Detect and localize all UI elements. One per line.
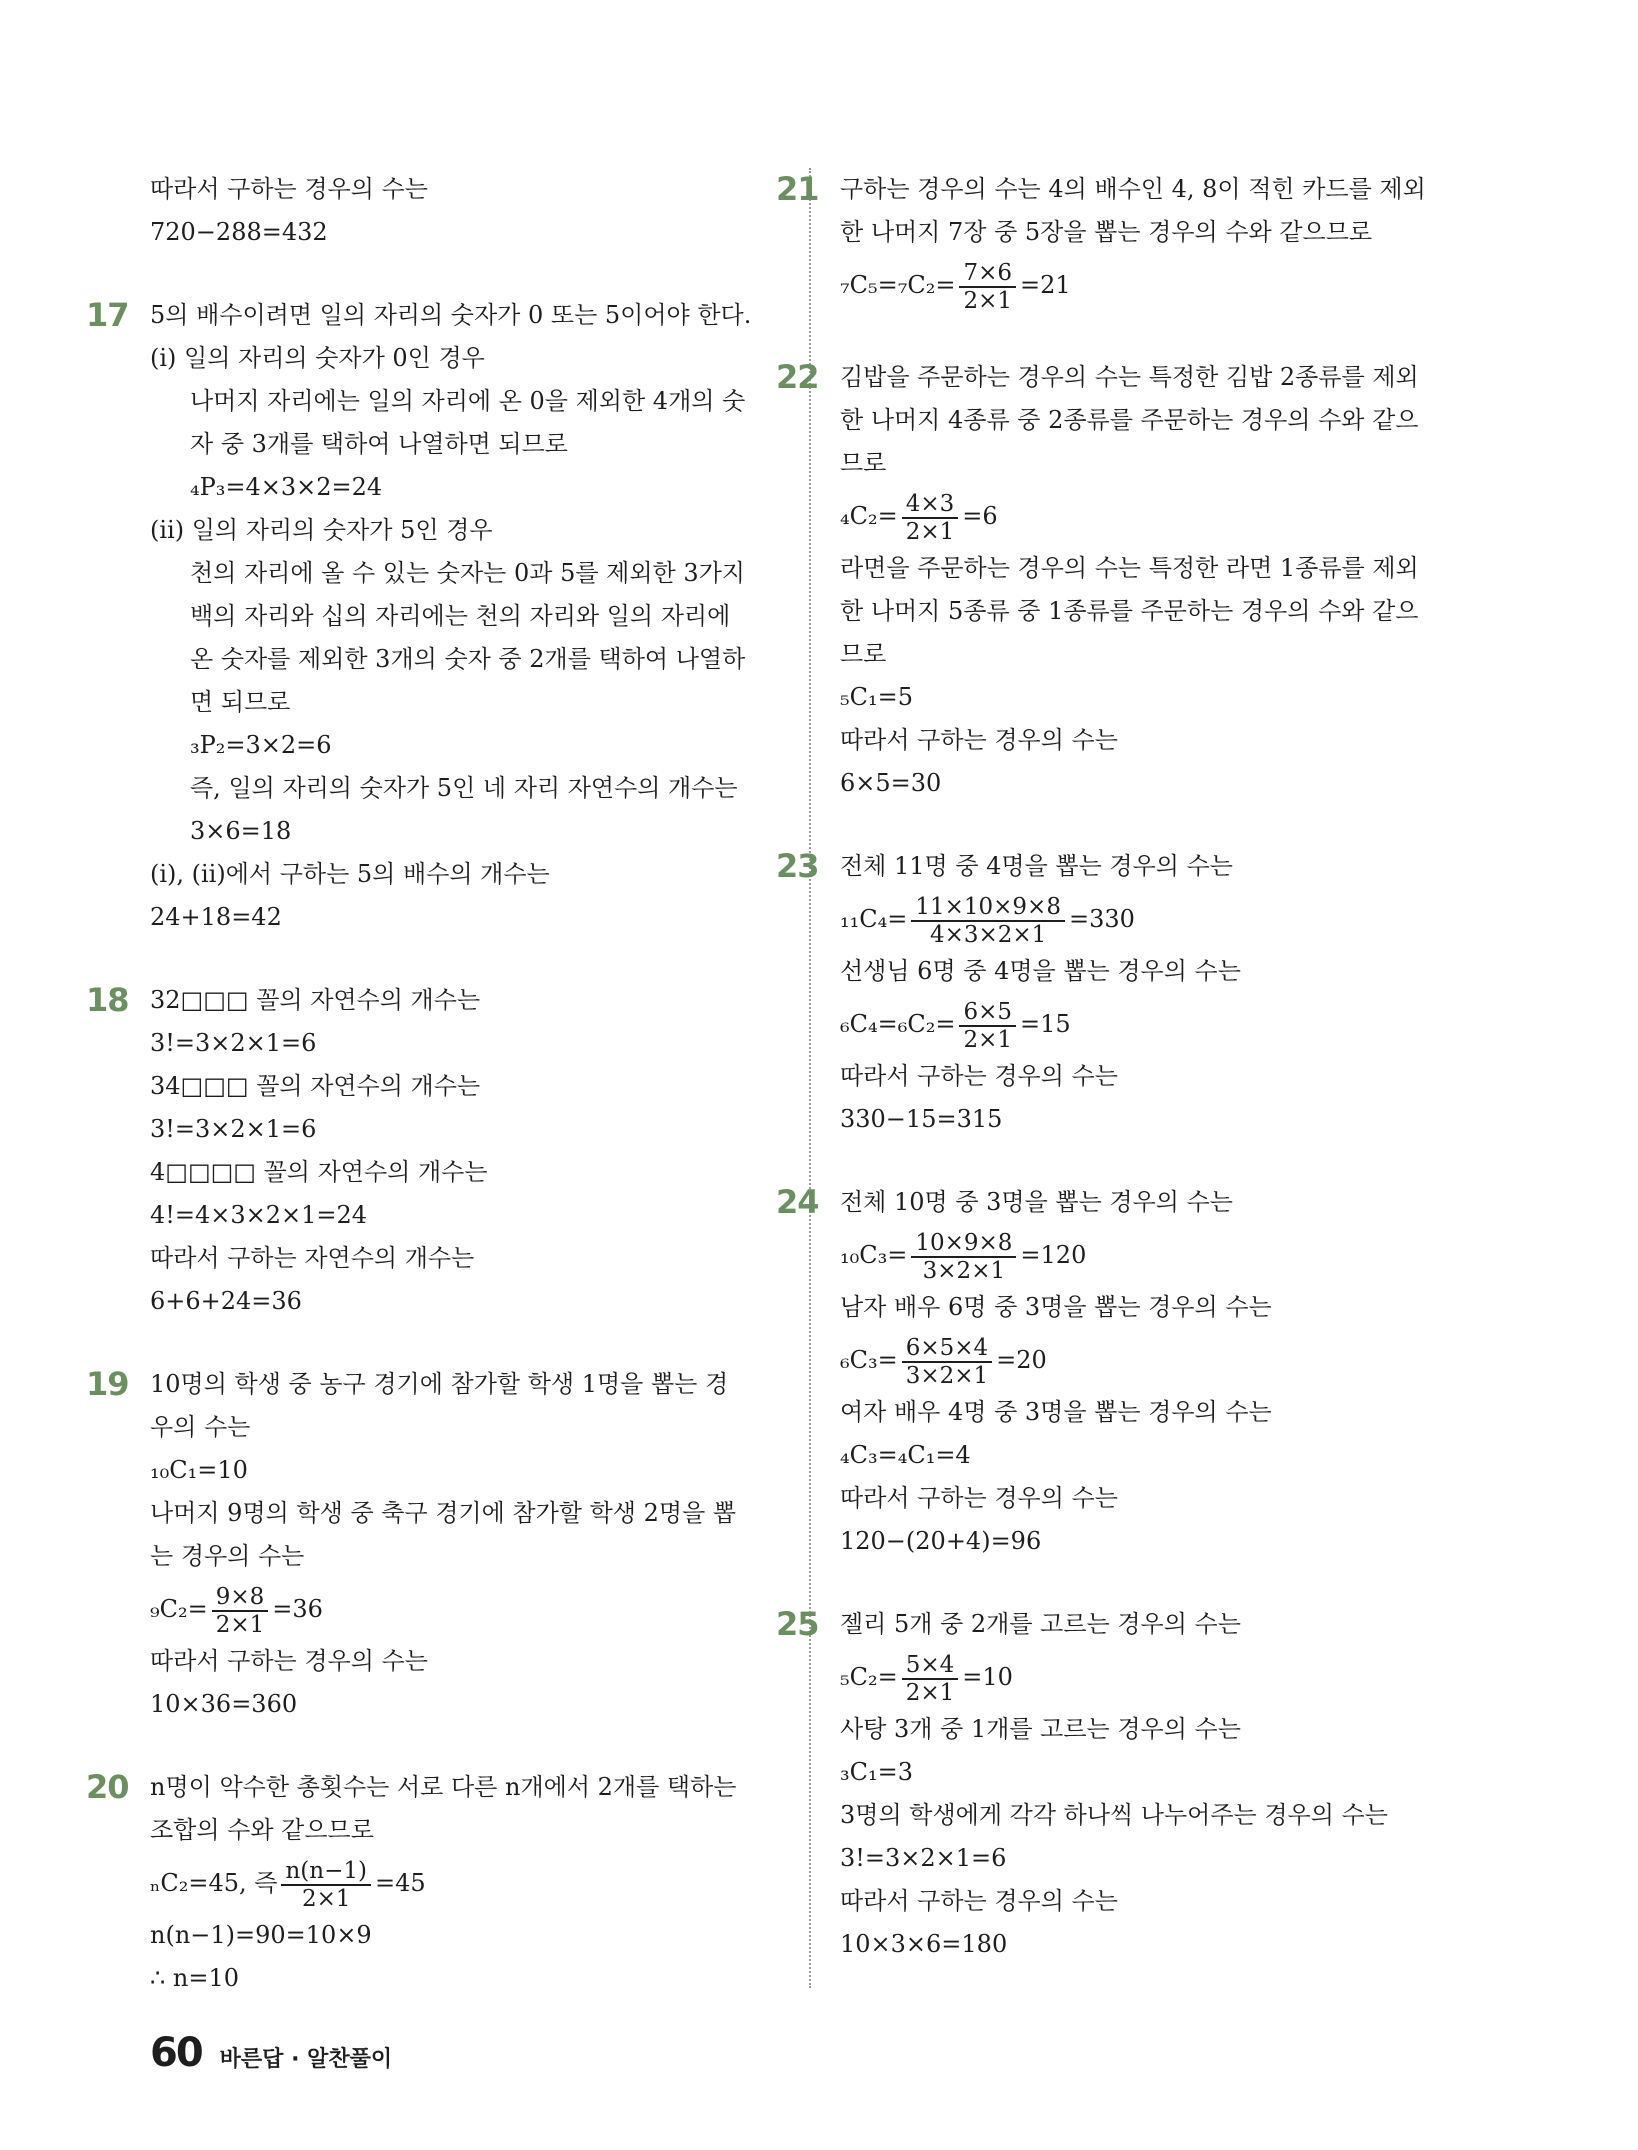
text-line: 므로 xyxy=(840,449,887,477)
text-line: 조합의 수와 같으므로 xyxy=(150,1816,374,1844)
text-line: 따라서 구하는 경우의 수는 xyxy=(840,1484,1118,1512)
formula-result: =20 xyxy=(996,1346,1047,1374)
fraction-denominator: 2×1 xyxy=(963,1026,1012,1053)
problem-number: 18 xyxy=(86,981,129,1019)
problem-number: 21 xyxy=(776,170,819,208)
problem-25 xyxy=(776,1603,1472,1966)
text-line: (ⅰ) 일의 자리의 숫자가 0인 경우 xyxy=(150,344,485,372)
formula-prefix: ₄C₂= xyxy=(840,502,898,530)
problem-number: 25 xyxy=(776,1605,819,1643)
formula-result: =15 xyxy=(1019,1010,1071,1038)
fraction-denominator: 4×3×2×1 xyxy=(929,921,1047,948)
text-line: 사탕 3개 중 1개를 고르는 경우의 수는 xyxy=(840,1715,1241,1743)
fraction-denominator: 3×2×1 xyxy=(905,1362,989,1389)
text-line: 구하는 경우의 수는 4의 배수인 4, 8이 적힌 카드를 제외 xyxy=(840,175,1426,203)
text-line: 남자 배우 6명 중 3명을 뽑는 경우의 수는 xyxy=(840,1293,1272,1321)
text-line: 따라서 구하는 경우의 수는 xyxy=(840,726,1118,754)
text-line: 즉, 일의 자리의 숫자가 5인 네 자리 자연수의 개수는 xyxy=(190,774,738,802)
fraction xyxy=(911,894,1065,948)
intro-line: 따라서 구하는 경우의 수는 xyxy=(150,175,428,203)
text-line: ₁₀C₁=10 xyxy=(150,1456,248,1484)
fraction-numerator: 9×8 xyxy=(212,1584,269,1612)
fraction-numerator: 4×3 xyxy=(902,491,959,519)
page-footer xyxy=(150,2030,392,2076)
problem-gap xyxy=(150,1323,782,1363)
text-line: 면 되므로 xyxy=(190,688,291,716)
text-line: 전체 11명 중 4명을 뽑는 경우의 수는 xyxy=(840,852,1233,880)
text-line: 김밥을 주문하는 경우의 수는 특정한 김밥 2종류를 제외 xyxy=(840,363,1419,391)
fraction-numerator: 6×5×4 xyxy=(902,1335,992,1363)
problem-21 xyxy=(776,168,1472,316)
text-line: 330−15=315 xyxy=(840,1105,1003,1133)
text-line: 3!=3×2×1=6 xyxy=(840,1844,1007,1872)
text-line: (ⅰ), (ⅱ)에서 구하는 5의 배수의 개수는 xyxy=(150,860,550,888)
text-line: 3×6=18 xyxy=(190,817,292,845)
text-line: 한 나머지 5종류 중 1종류를 주문하는 경우의 수와 같으 xyxy=(840,597,1419,625)
text-line: 한 나머지 7장 중 5장을 뽑는 경우의 수와 같으므로 xyxy=(840,218,1373,246)
fraction-numerator: 5×4 xyxy=(902,1652,959,1680)
text-line: 따라서 구하는 경우의 수는 xyxy=(840,1887,1118,1915)
text-line: 는 경우의 수는 xyxy=(150,1542,305,1570)
problem-number: 17 xyxy=(86,296,129,334)
fraction xyxy=(281,1858,370,1912)
text-line: ₄C₃=₄C₁=4 xyxy=(840,1441,971,1469)
problem-number: 19 xyxy=(86,1365,129,1403)
fraction-denominator: 2×1 xyxy=(215,1611,265,1638)
formula-prefix: ₅C₂= xyxy=(840,1663,898,1691)
problem-gap xyxy=(150,254,782,294)
text-line: 4!=4×3×2×1=24 xyxy=(150,1201,368,1229)
text-line: 10명의 학생 중 농구 경기에 참가할 학생 1명을 뽑는 경 xyxy=(150,1370,729,1398)
text-line: 3명의 학생에게 각각 하나씩 나누어주는 경우의 수는 xyxy=(840,1801,1388,1829)
left-column xyxy=(86,168,782,2000)
text-line: 천의 자리에 올 수 있는 숫자는 0과 5를 제외한 3가지 xyxy=(190,559,745,587)
formula-prefix: ₙC₂=45, 즉 xyxy=(150,1869,278,1897)
fraction-numerator: 7×6 xyxy=(959,260,1016,288)
problem-22 xyxy=(776,356,1472,805)
text-line: 4□□□□ 꼴의 자연수의 개수는 xyxy=(150,1158,488,1186)
formula-line xyxy=(840,1224,1472,1286)
fraction xyxy=(911,1230,1016,1284)
formula-line xyxy=(840,1646,1472,1708)
text-line: ₃C₁=3 xyxy=(840,1758,913,1786)
text-line: 3!=3×2×1=6 xyxy=(150,1115,317,1143)
text-line: n(n−1)=90=10×9 xyxy=(150,1921,372,1949)
formula-result: =330 xyxy=(1068,905,1135,933)
text-line: 6×5=30 xyxy=(840,769,942,797)
formula-prefix: ₉C₂= xyxy=(150,1595,208,1623)
fraction-numerator: 10×9×8 xyxy=(911,1230,1016,1258)
text-line: 34□□□ 꼴의 자연수의 개수는 xyxy=(150,1072,481,1100)
fraction xyxy=(212,1584,269,1638)
text-line: 라면을 주문하는 경우의 수는 특정한 라면 1종류를 제외 xyxy=(840,554,1419,582)
text-line: 자 중 3개를 택하여 나열하면 되므로 xyxy=(190,430,568,458)
text-line: 따라서 구하는 경우의 수는 xyxy=(150,1647,428,1675)
fraction xyxy=(902,1335,992,1389)
problem-gap xyxy=(150,939,782,979)
problem-17 xyxy=(86,294,782,939)
problem-24 xyxy=(776,1181,1472,1563)
text-line: 젤리 5개 중 2개를 고르는 경우의 수는 xyxy=(840,1610,1241,1638)
text-line: 10×36=360 xyxy=(150,1690,298,1718)
text-line: 32□□□ 꼴의 자연수의 개수는 xyxy=(150,986,481,1014)
problem-23 xyxy=(776,845,1472,1141)
text-line: (ⅱ) 일의 자리의 숫자가 5인 경우 xyxy=(150,516,493,544)
formula-result: =10 xyxy=(962,1663,1013,1691)
fraction xyxy=(902,491,959,545)
formula-line xyxy=(840,1329,1472,1391)
text-line: 나머지 9명의 학생 중 축구 경기에 참가할 학생 2명을 뽑 xyxy=(150,1499,737,1527)
problem-gap xyxy=(840,1141,1472,1181)
text-line: 5의 배수이려면 일의 자리의 숫자가 0 또는 5이어야 한다. xyxy=(150,301,752,329)
text-line: ∴ n=10 xyxy=(150,1964,240,1992)
problem-19 xyxy=(86,1363,782,1726)
formula-result: =21 xyxy=(1019,271,1071,299)
fraction-denominator: 2×1 xyxy=(905,518,955,545)
problem-number: 22 xyxy=(776,358,819,396)
text-line: 온 숫자를 제외한 3개의 숫자 중 2개를 택하여 나열하 xyxy=(190,645,746,673)
intro-block xyxy=(150,168,782,254)
formula-prefix: ₆C₃= xyxy=(840,1346,898,1374)
formula-prefix: ₇C₅=₇C₂= xyxy=(840,271,956,299)
fraction-numerator: n(n−1) xyxy=(281,1858,370,1886)
fraction-denominator: 3×2×1 xyxy=(922,1257,1006,1284)
formula-result: =120 xyxy=(1020,1241,1087,1269)
text-line: 우의 수는 xyxy=(150,1413,251,1441)
fraction-numerator: 11×10×9×8 xyxy=(911,894,1065,922)
text-line: 여자 배우 4명 중 3명을 뽑는 경우의 수는 xyxy=(840,1398,1272,1426)
formula-result: =45 xyxy=(374,1869,426,1897)
formula-result: =6 xyxy=(962,502,998,530)
text-line: n명이 악수한 총횟수는 서로 다른 n개에서 2개를 택하는 xyxy=(150,1773,737,1801)
fraction-numerator: 6×5 xyxy=(959,999,1016,1027)
fraction xyxy=(959,999,1016,1053)
text-line: 백의 자리와 십의 자리에는 천의 자리와 일의 자리에 xyxy=(190,602,731,630)
text-line: 3!=3×2×1=6 xyxy=(150,1029,317,1057)
problem-gap xyxy=(840,805,1472,845)
text-line: 므로 xyxy=(840,640,887,668)
formula-line xyxy=(840,888,1472,950)
text-line: ₄P₃=4×3×2=24 xyxy=(190,473,383,501)
formula-line xyxy=(840,993,1472,1055)
text-line: 전체 10명 중 3명을 뽑는 경우의 수는 xyxy=(840,1188,1233,1216)
formula-prefix: ₆C₄=₆C₂= xyxy=(840,1010,956,1038)
text-line: 따라서 구하는 자연수의 개수는 xyxy=(150,1244,475,1272)
formula-line xyxy=(150,1852,782,1914)
fraction-denominator: 2×1 xyxy=(963,287,1012,314)
fraction-denominator: 2×1 xyxy=(301,1885,351,1912)
problem-number: 24 xyxy=(776,1183,819,1221)
text-line: 나머지 자리에는 일의 자리에 온 0을 제외한 4개의 숫 xyxy=(190,387,746,415)
problem-gap xyxy=(840,316,1472,356)
text-line: ₅C₁=5 xyxy=(840,683,913,711)
problem-gap xyxy=(840,1563,1472,1603)
text-line: 선생님 6명 중 4명을 뽑는 경우의 수는 xyxy=(840,957,1241,985)
formula-prefix: ₁₁C₄= xyxy=(840,905,908,933)
right-column xyxy=(776,168,1472,1966)
text-line: 120−(20+4)=96 xyxy=(840,1527,1042,1555)
formula-line xyxy=(840,485,1472,547)
page-number: 60 xyxy=(150,2030,202,2076)
text-line: ₃P₂=3×2=6 xyxy=(190,731,332,759)
formula-line xyxy=(150,1578,782,1640)
fraction-denominator: 2×1 xyxy=(905,1679,955,1706)
text-line: 24+18=42 xyxy=(150,903,282,931)
text-line: 10×3×6=180 xyxy=(840,1930,1008,1958)
fraction xyxy=(902,1652,959,1706)
formula-prefix: ₁₀C₃= xyxy=(840,1241,908,1269)
intro-line: 720−288=432 xyxy=(150,218,328,246)
text-line: 6+6+24=36 xyxy=(150,1287,302,1315)
left-problems xyxy=(86,254,782,2000)
column-divider xyxy=(809,168,811,1988)
text-line: 따라서 구하는 경우의 수는 xyxy=(840,1062,1118,1090)
text-line: 한 나머지 4종류 중 2종류를 주문하는 경우의 수와 같으 xyxy=(840,406,1419,434)
fraction xyxy=(959,260,1016,314)
footer-label: 바른답 · 알찬풀이 xyxy=(219,2047,393,2072)
problem-20 xyxy=(86,1766,782,2000)
problem-gap xyxy=(150,1726,782,1766)
formula-line xyxy=(840,254,1472,316)
problem-18 xyxy=(86,979,782,1323)
problem-number: 23 xyxy=(776,847,819,885)
right-problems xyxy=(776,168,1472,1966)
formula-result: =36 xyxy=(272,1595,323,1623)
problem-number: 20 xyxy=(86,1768,129,1806)
